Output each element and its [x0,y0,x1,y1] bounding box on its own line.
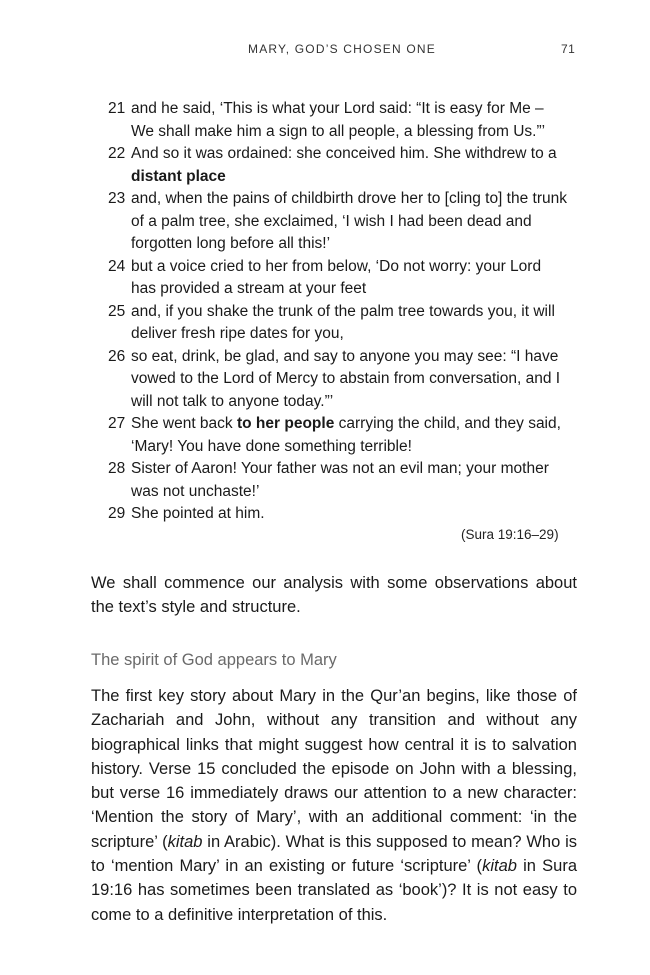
body-paragraph [91,684,577,927]
section-heading: The spirit of God appears to Mary [91,651,337,669]
body-text: in Arabic). What is this supposed to mean? Who is to ‘mention Mary’ in an existing or future ‘scripture’ ( [91,832,577,876]
verse-27 [108,413,568,458]
verse-text: and, if you shake the trunk of the palm tree towards you, it will deliver fresh ripe dates for you, [131,302,555,342]
verse-22 [108,143,568,188]
sura-citation: (Sura 19:16–29) [461,527,559,542]
italic-term: kitab [167,832,203,851]
verse-text: She pointed at him. [131,505,265,522]
verse-text: Sister of Aaron! Your father was not an evil man; your mother was not unchaste!’ [131,460,549,500]
verse-text: carrying the child, and they said, ‘Mary! You have done something terrible! [131,415,561,455]
body-text: in Sura 19:16 has sometimes been translated as ‘book’)? It is not easy to come to a definitive interpretation of this. [91,857,577,924]
verse-24 [108,256,568,301]
body-text: The first key story about Mary in the Qur’an begins, like those of Zachariah and John, without any transition and without any biographical links that might suggest how central it is to salvation history. Verse 15 concluded the episode on John with a blessing, but verse 16 immediately draws our attention to a new character: ‘Mention the story of Mary’, with an additional comment: ‘in the scripture’ ( [91,687,577,851]
verse-number: 24 [108,257,126,275]
verse-emphasis: distant place [131,167,226,185]
verse-emphasis: to her people [237,415,335,432]
verse-text: And so it was ordained: she conceived him. She withdrew to a [131,145,557,162]
verse-text: but a voice cried to her from below, ‘Do not worry: your Lord has provided a stream at your feet [131,257,542,297]
verse-number: 26 [108,347,126,365]
verse-number: 28 [108,460,126,477]
verse-number: 25 [108,302,126,320]
running-header [0,42,650,62]
verse-number: 23 [108,190,126,207]
verse-number: 29 [108,505,126,522]
verse-28 [108,458,568,503]
verse-text: and, when the pains of childbirth drove her to [cling to] the trunk of a palm tree, she exclaimed, ‘I wish I had been dead and forgotten long before all this!’ [131,190,567,252]
verse-text: She went back [131,415,233,432]
verse-list [108,98,568,526]
italic-term: kitab [482,857,517,876]
verse-number: 21 [108,100,126,117]
intro-paragraph: We shall commence our analysis with some observations about the text’s style and structure. [91,574,577,617]
verse-21 [108,98,568,143]
page-number: 71 [561,42,576,56]
verse-26 [108,346,568,414]
verse-number: 27 [108,415,126,432]
verse-text: and he said, ‘This is what your Lord said: “It is easy for Me – We shall make him a sign to all people, a blessing from Us.”’ [131,100,546,140]
running-title: MARY, GOD’S CHOSEN ONE [248,42,436,56]
verse-25 [108,301,568,346]
verse-29 [108,503,568,526]
verse-number: 22 [108,145,126,162]
verse-23 [108,188,568,256]
verse-text: so eat, drink, be glad, and say to anyone you may see: “I have vowed to the Lord of Mercy to abstain from conversation, and I will not talk to anyone today.”’ [131,347,561,410]
